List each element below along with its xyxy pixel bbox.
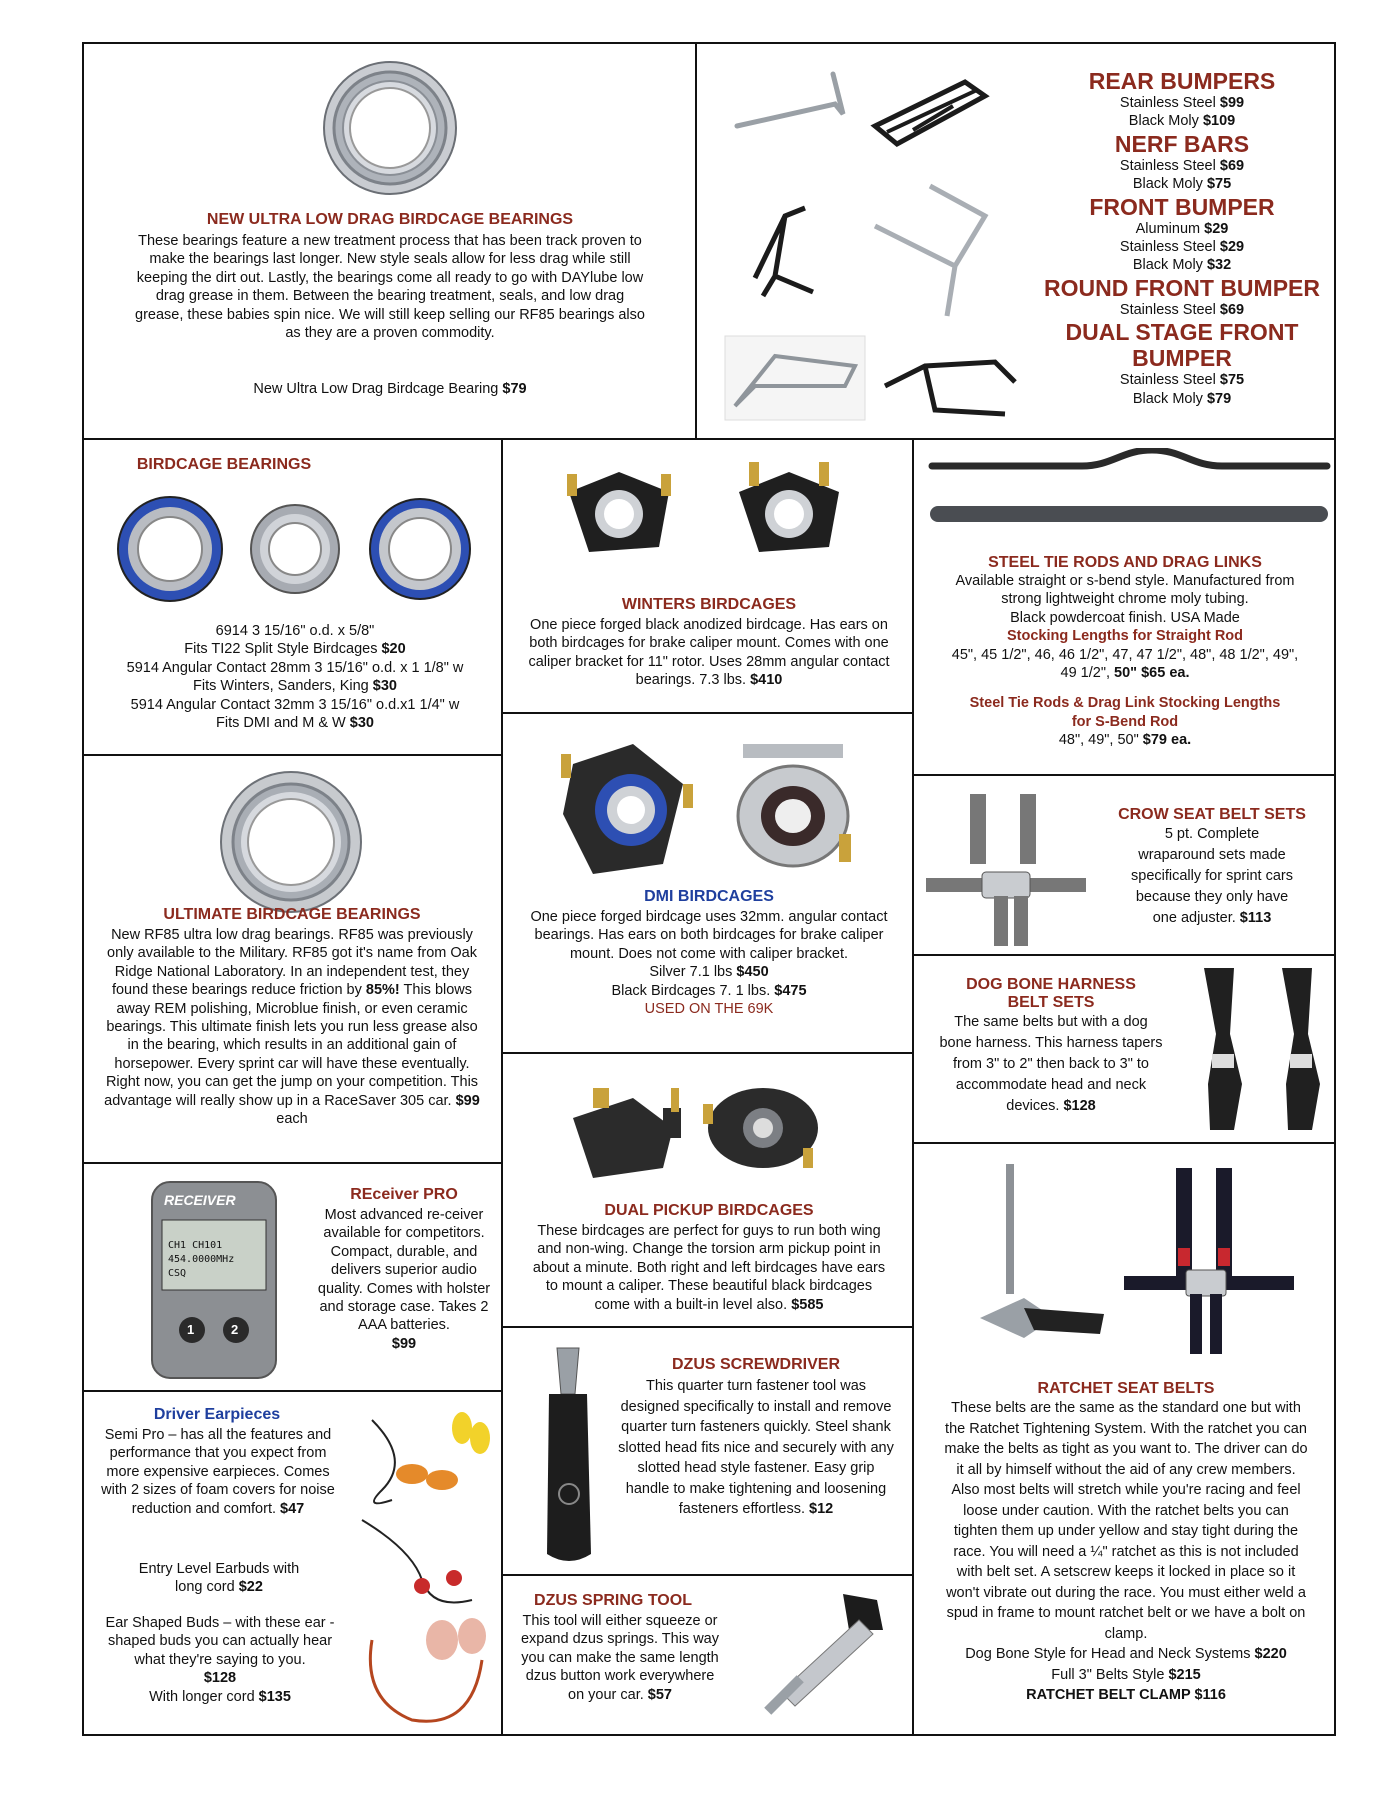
price: $30 [349, 715, 374, 732]
section-dog-bone-harness [912, 954, 1336, 1144]
nerf-bars-price-1 [1037, 157, 1327, 175]
dogbone-title-2: BELT SETS [1007, 994, 1095, 1011]
winters-birdcage-image [549, 452, 869, 562]
text: Full 3" Belts Style [1051, 1666, 1165, 1683]
line: strong lightweight chrome moly tubing. [1001, 591, 1249, 608]
receiver-screen-line-1: CH1 CH101 [168, 1240, 223, 1251]
price: $69 [1219, 301, 1245, 318]
price: $585 [791, 1296, 824, 1313]
earpieces-shaped [98, 1614, 342, 1706]
ratchet-body: These belts are the same as the standard one but with the Ratchet Tightening System. With the ratchet you can make the belts as tight as you want to. The driver can do it all by himself without the aid of any crew members. Also most belts will stretch while you're racing and feel loose under caution. With the ratchet belts you can tighten them up under yellow and stay tight during the race. You will need a ¼" ratchet as this is not included with belt set. A setscrew keeps it locked in place so it won't vibrate out during the race. You must either weld a spud in frame to mount ratchet belt or we have a bolt on clamp. [944, 1400, 1308, 1642]
dmi-title: DMI BIRDCAGES [644, 888, 774, 905]
description: This quarter turn fastener tool was designed specifically to install and remove quarter turn fasteners quickly. Steel shank slotted head fits nice and securely with any slotted head style fastener. Easy grip handle to make tightening and loosening fasteners effortless. [618, 1378, 894, 1517]
tie-rods-title: STEEL TIE RODS AND DRAG LINKS [988, 554, 1262, 571]
line: from 3" to 2" then back to 3" to [953, 1056, 1149, 1072]
dog-bone-belt-image [1194, 964, 1329, 1136]
material: Black Moly [1132, 257, 1203, 274]
dzus-spring-body [517, 1612, 723, 1704]
description: These birdcages are perfect for guys to run both wing and non-wing. Change the torsion arm pickup point in about a minute. Both right and left birdcages have ears to mount a caliper. These beautiful black birdcages come with a built-in level also. [532, 1223, 886, 1313]
price: $29 [1204, 220, 1229, 237]
text: Fits Winters, Sanders, King [193, 678, 369, 695]
price: $79 [1206, 390, 1232, 407]
price: $128 [203, 1670, 237, 1687]
material: Aluminum [1135, 220, 1201, 237]
ultra-low-drag-price-line [104, 380, 676, 398]
round-front-bumper-price-1 [1037, 301, 1327, 319]
front-bumper-price-1 [1037, 220, 1327, 238]
line [90, 640, 500, 658]
price: $79 [502, 381, 527, 397]
dual-stage-price-1 [1037, 371, 1327, 389]
receiver-title: REceiver PRO [350, 1186, 458, 1203]
price: $475 [774, 982, 807, 999]
ratchet-clamp: RATCHET BELT CLAMP $116 [1026, 1687, 1226, 1703]
line [98, 1688, 342, 1706]
dzus-screwdriver-body [615, 1376, 897, 1520]
price: $79 ea. [1142, 732, 1192, 749]
line [519, 982, 899, 1000]
line: specifically for sprint cars [1131, 868, 1293, 884]
text: Fits DMI and M & W [216, 715, 346, 732]
section-ultimate-bearings [82, 754, 503, 1164]
ultra-low-drag-title: NEW ULTRA LOW DRAG BIRDCAGE BEARINGS [206, 211, 574, 228]
line: because they only have [1135, 889, 1289, 905]
text: one adjuster. [1152, 910, 1236, 926]
dogbone-text [920, 976, 1182, 1117]
line [944, 1644, 1308, 1665]
earpieces-image [352, 1400, 500, 1732]
material: Stainless Steel [1119, 301, 1216, 318]
price: $113 [1239, 910, 1272, 926]
ultimate-title: ULTIMATE BIRDCAGE BEARINGS [163, 906, 421, 923]
material: Stainless Steel [1119, 239, 1216, 256]
line [918, 664, 1332, 682]
earpieces-semi [98, 1426, 338, 1518]
line: 6914 3 15/16" o.d. x 5/8" [215, 623, 375, 639]
tie-rods-image [922, 448, 1332, 538]
rear-bumpers-price-2 [1037, 112, 1327, 130]
dual-pickup-image [563, 1068, 863, 1188]
text: Fits TI22 Split Style Birdcages [184, 641, 378, 658]
front-bumper-price-2 [1037, 238, 1327, 256]
price: $128 [1063, 1098, 1096, 1114]
section-ultra-low-drag [82, 42, 697, 440]
crow-title: CROW SEAT BELT SETS [1118, 806, 1306, 823]
ratchet-title: RATCHET SEAT BELTS [1037, 1380, 1215, 1397]
price: $135 [258, 1688, 291, 1705]
line [519, 963, 899, 981]
price: $57 [647, 1686, 672, 1703]
screwdriver-image [527, 1344, 607, 1570]
receiver-image [150, 1180, 278, 1380]
line: 5914 Angular Contact 32mm 3 15/16" o.d.x1 1/4" w [130, 696, 460, 713]
line: bone harness. This harness tapers [939, 1035, 1163, 1051]
earpieces-entry [134, 1560, 304, 1597]
price: $99 [391, 1335, 417, 1352]
section-dzus-spring-tool [501, 1574, 914, 1736]
winters-body [521, 616, 897, 690]
description: Semi Pro – has all the features and performance that you expect from more expensive earpieces. Comes with 2 sizes of foam covers for noise reduction and comfort. [101, 1427, 335, 1517]
price: $12 [809, 1501, 834, 1517]
material: Black Moly [1132, 176, 1203, 193]
s-bend-heading-1: Steel Tie Rods & Drag Link Stocking Lengths [969, 695, 1281, 712]
front-bumper-price-3 [1037, 256, 1327, 274]
usage-note: USED ON THE 69K [644, 1001, 774, 1018]
line [90, 677, 500, 695]
price-label: New Ultra Low Drag Birdcage Bearing [253, 381, 499, 397]
price: $99 [1219, 95, 1245, 111]
line: 5 pt. Complete [1164, 826, 1260, 842]
price: $75 [1206, 176, 1232, 193]
dual-stage-title-2: BUMPER [1132, 345, 1232, 372]
receiver-body [316, 1206, 492, 1353]
description: Most advanced re-ceiver available for competitors. Compact, durable, and delivers superior audio quality. Comes with holster and storage case. Takes 2 AAA batteries. [317, 1207, 491, 1334]
price: $220 [1254, 1646, 1287, 1662]
spring-tool-image [751, 1590, 901, 1726]
birdcage-bearings-list [90, 622, 500, 732]
price-suffix: each [276, 1111, 308, 1128]
description: Entry Level Earbuds with long cord [138, 1561, 300, 1596]
line [918, 731, 1332, 749]
section-birdcage-bearings [82, 438, 503, 756]
text-bold: 50" [1114, 665, 1138, 682]
section-crow-seat-belts [912, 774, 1336, 956]
material: Stainless Steel [1119, 157, 1216, 174]
description: This tool will either squeeze or expand dzus springs. This way you can make the same length dzus button work everywhere on your car. [520, 1613, 719, 1703]
front-bumper-title: FRONT BUMPER [1089, 193, 1275, 220]
text: Black Birdcages 7. 1 lbs. [611, 982, 771, 999]
price: $215 [1168, 1666, 1201, 1683]
tie-rods-text [918, 554, 1332, 750]
ratchet-text [944, 1380, 1308, 1706]
line [90, 714, 500, 732]
round-front-bumper-title: ROUND FRONT BUMPER [1044, 274, 1320, 301]
section-winters-birdcages [501, 438, 914, 714]
receiver-button-1: 1 [187, 1322, 195, 1337]
dogbone-title-1: DOG BONE HARNESS [966, 976, 1136, 993]
ratchet-belt-image [964, 1158, 1304, 1368]
description: One piece forged black anodized birdcage. Has ears on both birdcages for brake caliper mount. Comes with one caliper bracket for 11" rotor. Uses 28mm angular contact bearings. 7.3 lbs. [528, 617, 890, 689]
dual-pickup-title: DUAL PICKUP BIRDCAGES [604, 1202, 814, 1219]
three-bearings-image [110, 484, 480, 614]
dzus-spring-title: DZUS SPRING TOOL [534, 1592, 692, 1609]
price: $47 [280, 1500, 305, 1517]
nerf-bars-price-2 [1037, 175, 1327, 193]
price: $32 [1206, 257, 1232, 274]
section-dmi-birdcages [501, 712, 914, 1054]
section-dual-pickup [501, 1052, 914, 1328]
section-bumpers [695, 42, 1336, 440]
bearing-image [216, 768, 366, 916]
bumpers-list [1037, 68, 1327, 408]
ultra-low-drag-body: These bearings feature a new treatment process that has been track proven to make the bearings last longer. New style seals allow for less drag while still keeping the dirt out. Lastly, the bearings come all ready to go with DAYlube low drag grease in them. Between the bearing treatment, seals, and low drag grease, these babies spin nice. We will still keep selling our RF85 bearings also as they are a proven commodity. [135, 233, 645, 342]
price: $450 [736, 964, 769, 981]
section-tie-rods [912, 438, 1336, 776]
description: Ear Shaped Buds – with these ear -shaped buds you can actually hear what they're saying to you. [105, 1615, 335, 1668]
receiver-screen-line-2: 454.0000MHz [168, 1254, 235, 1265]
line: Available straight or s-bend style. Manufactured from [955, 573, 1295, 589]
section-receiver-pro [82, 1162, 503, 1392]
birdcage-bearings-title: BIRDCAGE BEARINGS [136, 456, 312, 473]
price: $99 [455, 1092, 480, 1109]
line: 5914 Angular Contact 28mm 3 15/16" o.d. x 1 1/8" w [126, 659, 464, 676]
section-dzus-screwdriver [501, 1326, 914, 1576]
s-bend-heading-2: for S-Bend Rod [1071, 713, 1179, 730]
description: This blows away REM polishing, Microblue finish, or even ceramic bearings. This ultimate finish lets you run less grease also in the bearing, which results in an additional gain of horsepower. Every sprint car will have these eventually. Right now, you can get the jump on your competition. This advantage will really show up in a RaceSaver 305 car. [104, 982, 479, 1109]
line [920, 1096, 1182, 1117]
text: 48", 49", 50" [1058, 732, 1139, 749]
bearing-image [320, 58, 460, 198]
winters-title: WINTERS BIRDCAGES [621, 596, 797, 613]
highlight: 85%! [365, 982, 400, 999]
dzus-screwdriver-title: DZUS SCREWDRIVER [671, 1356, 840, 1373]
dual-stage-price-2 [1037, 390, 1327, 408]
section-driver-earpieces [82, 1390, 503, 1736]
material: Black Moly [1128, 113, 1199, 130]
line: The same belts but with a dog [954, 1014, 1148, 1030]
price: $65 ea. [1141, 665, 1190, 682]
line: 45", 45 1/2", 46, 46 1/2", 47, 47 1/2", 48", 48 1/2", 49", [951, 646, 1299, 663]
text: With longer cord [149, 1688, 255, 1705]
text: Dog Bone Style for Head and Neck Systems [965, 1646, 1251, 1662]
line [944, 1665, 1308, 1686]
dual-pickup-body [527, 1222, 891, 1314]
material: Black Moly [1132, 390, 1203, 407]
earpieces-title: Driver Earpieces [153, 1406, 281, 1423]
price: $75 [1219, 372, 1245, 389]
description: One piece forged birdcage uses 32mm. angular contact bearings. Has ears on both birdcages for brake caliper mount. Does not come with caliper bracket. [530, 909, 888, 962]
material: Stainless Steel [1119, 372, 1216, 389]
price: $410 [750, 672, 783, 689]
line: accommodate head and neck [955, 1077, 1147, 1093]
description: New RF85 ultra low drag bearings. RF85 was previously only available to the Military. RF85 got it's name from Oak Ridge National Laboratory. In an independent test, they found these bearings reduce friction by [107, 927, 477, 999]
price: $109 [1202, 113, 1236, 130]
text: devices. [1006, 1098, 1060, 1114]
price: $30 [372, 678, 397, 695]
price: $69 [1219, 157, 1245, 174]
dmi-birdcage-image [553, 724, 873, 884]
receiver-screen-line-3: CSQ [168, 1268, 187, 1279]
bumpers-image [715, 66, 1035, 426]
dual-stage-title-1: DUAL STAGE FRONT [1065, 319, 1299, 346]
line [1092, 908, 1332, 929]
price: $20 [381, 641, 406, 658]
spacer [918, 682, 1332, 694]
price: $29 [1219, 239, 1245, 256]
receiver-brand: RECEIVER [164, 1192, 236, 1208]
rear-bumpers-title: REAR BUMPERS [1088, 68, 1276, 94]
ultimate-body [100, 926, 484, 1128]
straight-rod-heading: Stocking Lengths for Straight Rod [1006, 628, 1244, 645]
text: Silver 7.1 lbs [649, 964, 733, 981]
text: 49 1/2", [1060, 665, 1111, 682]
rear-bumpers-price-1 [1037, 94, 1327, 112]
dmi-body [519, 908, 899, 1018]
receiver-button-2: 2 [231, 1322, 239, 1337]
seat-belt-image [922, 788, 1092, 948]
line: wraparound sets made [1138, 847, 1286, 863]
nerf-bars-title: NERF BARS [1114, 130, 1250, 157]
line: Black powdercoat finish. USA Made [1010, 609, 1240, 626]
price: $22 [238, 1579, 263, 1596]
material: Stainless Steel [1119, 95, 1216, 111]
crow-text [1092, 806, 1332, 929]
section-ratchet-seat-belts [912, 1142, 1336, 1736]
